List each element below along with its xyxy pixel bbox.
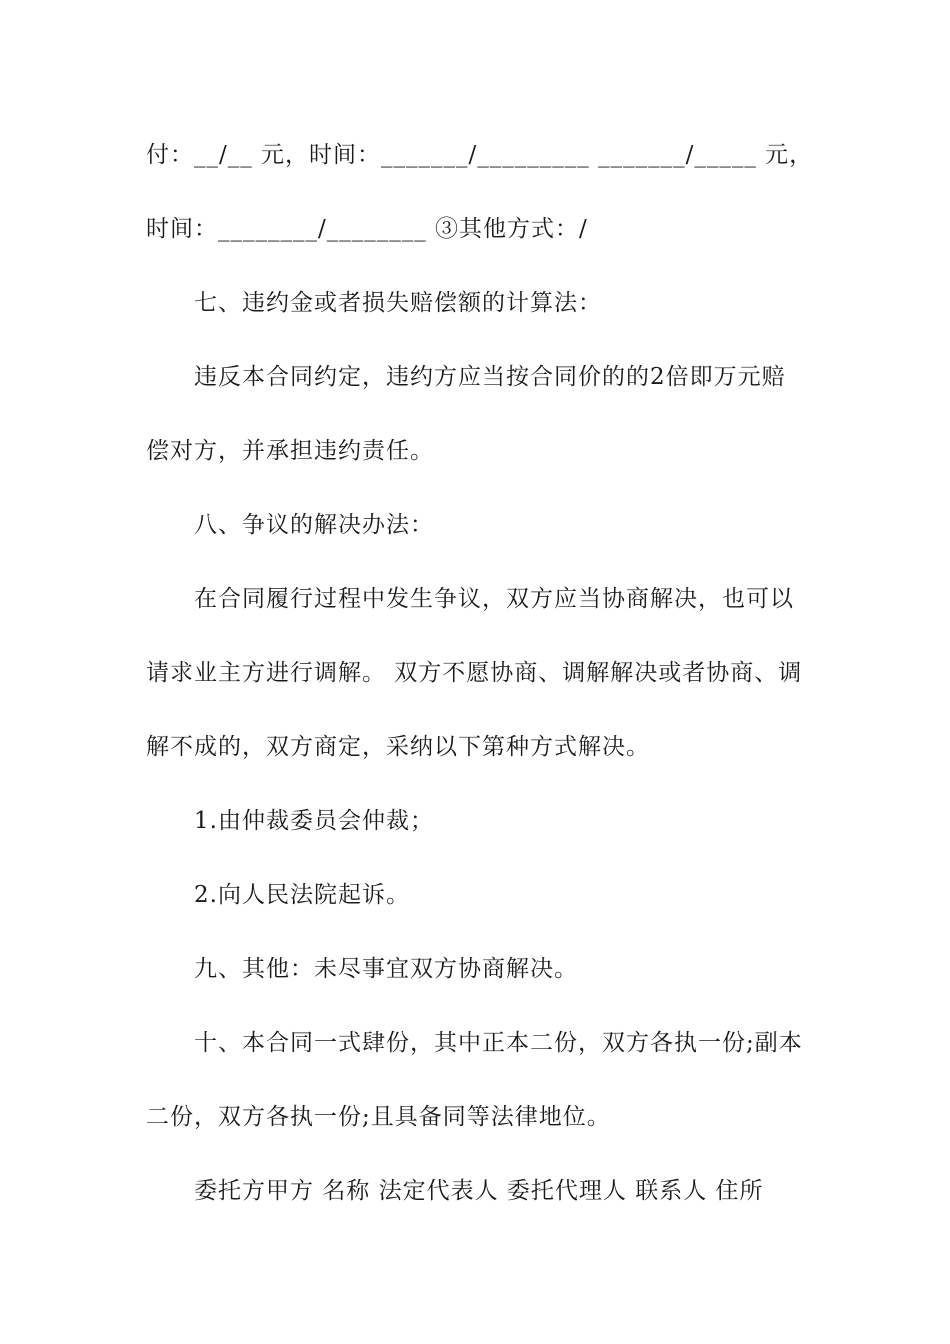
payment-time-line: 时间：________/________ ③其他方式：/ [146,216,588,242]
section-8-heading: 八、争议的解决办法： [194,512,434,538]
payment-terms-line: 付：__/__ 元，时间：_______/_________ _______/_____ 元， [146,142,814,168]
section-9-other: 九、其他：未尽事宜双方协商解决。 [194,956,578,982]
section-8-text-line-1: 在合同履行过程中发生争议，双方应当协商解决，也可以 [194,586,794,612]
signature-fields-line: 委托方甲方 名称 法定代表人 委托代理人 联系人 住所 [194,1178,764,1204]
section-8-text-line-2: 请求业主方进行调解。 双方不愿协商、调解解决或者协商、调 [146,660,803,686]
section-7-text-line-2: 偿对方，并承担违约责任。 [146,438,434,464]
section-8-text-line-3: 解不成的，双方商定，采纳以下第种方式解决。 [146,734,650,760]
section-10-text-line-1: 十、本合同一式肆份，其中正本二份，双方各执一份;副本 [194,1030,803,1056]
option-1-arbitration: 1.由仲裁委员会仲裁； [194,808,434,834]
section-7-heading: 七、违约金或者损失赔偿额的计算法： [194,290,602,316]
section-7-text-line-1: 违反本合同约定，违约方应当按合同价的的2倍即万元赔 [194,364,786,390]
option-2-litigation: 2.向人民法院起诉。 [194,882,410,908]
section-10-text-line-2: 二份，双方各执一份;且具备同等法律地位。 [146,1104,611,1130]
